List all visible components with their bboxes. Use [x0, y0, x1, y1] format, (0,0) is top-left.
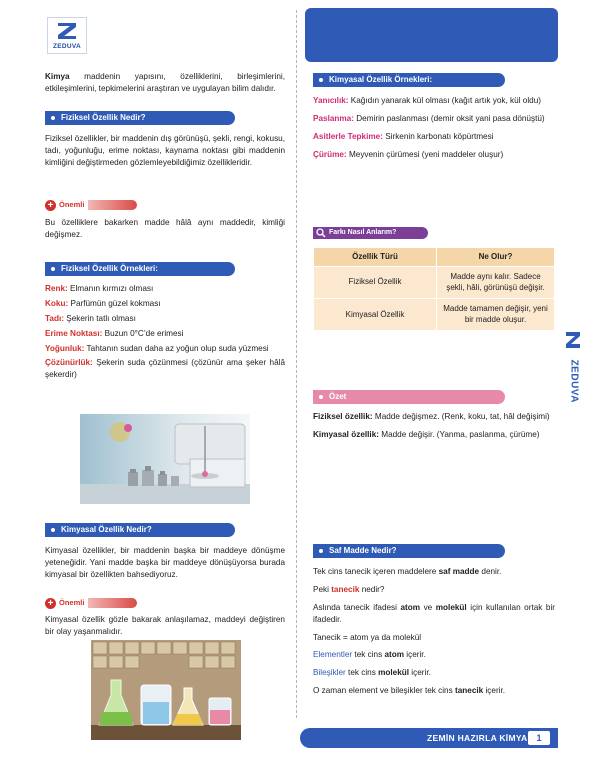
onemli-text-2: Kimyasal özellik gözle bakarak anlaşılamaz, maddeyi değiştiren bir olay yaşanmalıdır. — [45, 615, 285, 636]
lab-flasks-illustration — [91, 640, 241, 740]
page-number: 1 — [528, 731, 550, 745]
example-cozunurluk: Çözünürlük: Şekerin suda çözünmesi (çözünür ama şeker hâlâ şekerdir) — [45, 358, 285, 380]
ozet-section — [313, 411, 555, 441]
farki-heading: Farkı Nasıl Anlarım? — [313, 227, 428, 239]
fiziksel-paragraph: Fiziksel özellikler, bir maddenin dış görünüşü, şekli, rengi, kokusu, tadı, yoğunluğu, erime noktası, kaynama noktası gibi maddenin kimliğini değiştirmeden gözlemleyebildiğimiz özellikleridir. — [45, 134, 285, 167]
lab-scale-image — [80, 414, 250, 504]
saf-line-4: Tanecik = atom ya da molekül — [313, 632, 422, 642]
plus-icon: + — [45, 598, 56, 609]
side-brand — [563, 330, 583, 410]
kimyasal-paragraph: Kimyasal özellikler, bir maddenin başka bir maddeye dönüşme yeteneğidir. Yani madde başka bir maddeye dönüşüyorsa burada kimyasal bir özellikten bahsediyoruz. — [45, 546, 285, 579]
saf-line-1: Tek cins tanecik içeren maddelere saf madde denir. — [313, 567, 502, 576]
zeduva-logo-icon — [56, 21, 78, 41]
fiziksel-heading: Fiziksel Özellik Nedir? — [45, 111, 235, 125]
footer-title: ZEMİN HAZIRLA KİMYA — [427, 733, 528, 743]
saf-line-5: Elementler tek cins atom içerir. — [313, 650, 426, 660]
comparison-table — [314, 248, 555, 330]
lab-flasks-image — [91, 640, 241, 740]
onemli-banner-2: + Önemli — [45, 597, 137, 609]
logo-text: ZEDUVA — [52, 42, 82, 50]
ozet-heading: Özet — [313, 390, 505, 404]
table-cell: Madde aynı kalır. Sadece şekli, hâli, görünüşü değişir. — [437, 266, 555, 298]
example-paslanma: Paslanma: Demirin paslanması (demir oksit yani pasa dönüştü) — [313, 113, 545, 123]
fiziksel-examples — [45, 283, 285, 381]
example-erime: Erime Noktası: Buzun 0°C’de erimesi — [45, 328, 184, 338]
ozet-kimyasal: Kimyasal özellik: Madde değişir. (Yanma, paslanma, çürüme) — [313, 429, 540, 439]
table-row — [314, 266, 555, 298]
kimyasal-ornek-heading: Kimyasal Özellik Örnekleri: — [313, 73, 505, 87]
onemli-banner-1: + Önemli — [45, 199, 137, 211]
kimyasal-examples — [313, 95, 555, 161]
header-banner — [305, 8, 558, 62]
example-yanicilik: Yanıcılık: Kağıdın yanarak kül olması (kağıt artık yok, kül oldu) — [313, 96, 541, 105]
saf-line-7: O zaman element ve bileşikler tek cins tanecik içerir. — [313, 686, 506, 696]
side-brand-text: ZEDUVA — [568, 359, 580, 403]
example-renk: Renk: Elmanın kırmızı olması — [45, 284, 154, 293]
magnifier-icon — [316, 228, 326, 238]
saf-line-2: Peki tanecik nedir? — [313, 584, 385, 594]
column-divider — [296, 10, 297, 718]
saf-madde-heading: Saf Madde Nedir? — [313, 544, 505, 558]
saf-line-6: Bileşikler tek cins molekül içerir. — [313, 668, 431, 678]
plus-icon: + — [45, 200, 56, 211]
zeduva-logo — [47, 17, 87, 54]
footer-bar — [300, 728, 558, 748]
fiziksel-ornek-heading: Fiziksel Özellik Örnekleri: — [45, 262, 235, 276]
ozet-fiziksel: Fiziksel özellik: Madde değişmez. (Renk, koku, tat, hâl değişimi) — [313, 412, 550, 421]
intro-paragraph: Kimya maddenin yapısını, özelliklerini, birleşimlerini, etkileşimlerini, tepkimelerini araştıran ve uygulayan bilim dalıdır. — [45, 72, 285, 93]
table-cell: Fiziksel Özellik — [314, 266, 437, 298]
onemli-text-1: Bu özelliklere bakarken madde hâlâ aynı maddedir, kimliği değişmez. — [45, 218, 285, 239]
table-cell: Madde tamamen değişir, yeni bir madde oluşur. — [437, 298, 555, 330]
example-yogunluk: Yoğunluk: Tahtanın sudan daha az yoğun olup suda yüzmesi — [45, 343, 269, 353]
table-header-ozellik: Özellik Türü — [314, 248, 437, 266]
example-tadi: Tadı: Şekerin tatlı olması — [45, 313, 136, 323]
table-cell: Kimyasal Özellik — [314, 298, 437, 330]
saf-line-3: Aslında tanecik ifadesi atom ve molekül için kullanılan ortak bir ifadedir. — [313, 602, 555, 624]
example-curume: Çürüme: Meyvenin çürümesi (yeni maddeler oluşur) — [313, 149, 504, 159]
kimyasal-heading: Kimyasal Özellik Nedir? — [45, 523, 235, 537]
example-asit: Asitlerle Tepkime: Sirkenin karbonatı köpürtmesi — [313, 131, 494, 141]
lab-scale-illustration — [80, 414, 250, 504]
table-header-ne-olur: Ne Olur? — [437, 248, 555, 266]
saf-madde-section — [313, 566, 555, 697]
example-koku: Koku: Parfümün güzel kokması — [45, 298, 161, 308]
table-row — [314, 298, 555, 330]
